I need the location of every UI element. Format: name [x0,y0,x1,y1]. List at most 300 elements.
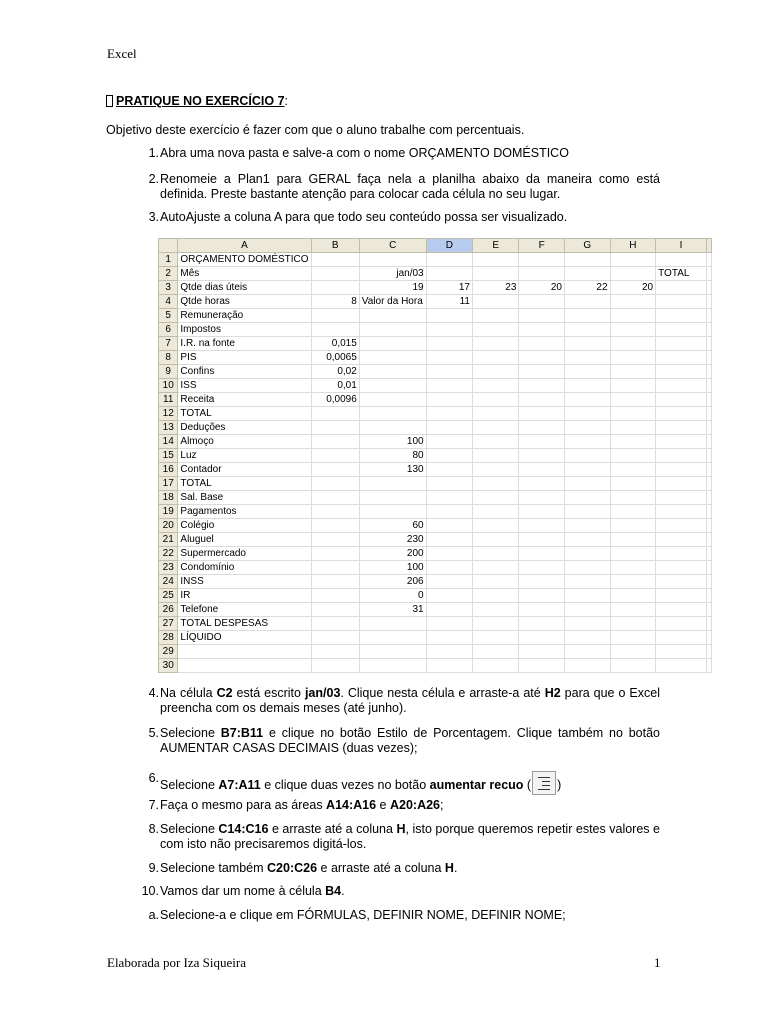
sheet-cell [519,393,565,407]
sheet-cell [656,519,707,533]
sheet-cell [473,309,519,323]
column-header: A [178,239,311,253]
sheet-cell [519,491,565,505]
sheet-cell: Impostos [178,323,311,337]
sheet-cell [311,603,359,617]
sheet-cell [473,617,519,631]
sheet-cell: 0,01 [311,379,359,393]
sheet-cell [473,323,519,337]
sheet-cell [610,631,656,645]
sheet-cell [473,631,519,645]
sheet-cell: 200 [359,547,426,561]
sheet-cell [610,477,656,491]
sheet-cell [426,645,472,659]
sheet-cell [564,491,610,505]
list-item-text: Vamos dar um nome à célula B4. [160,884,345,898]
sheet-cell [656,351,707,365]
sheet-cell [426,309,472,323]
sheet-cell: Remuneração [178,309,311,323]
sheet-cell [426,575,472,589]
sheet-cell: Qtde horas [178,295,311,309]
sheet-cell [707,365,712,379]
sheet-cell [610,491,656,505]
sheet-cell [564,295,610,309]
sheet-cell [610,379,656,393]
sheet-cell: PIS [178,351,311,365]
sheet-cell [519,267,565,281]
table-row [159,491,712,505]
sheet-cell [656,589,707,603]
sheet-cell: Telefone [178,603,311,617]
sheet-cell [311,645,359,659]
row-header: 24 [159,575,178,589]
sheet-cell [426,337,472,351]
sheet-cell: 0,015 [311,337,359,351]
sheet-cell [519,407,565,421]
sheet-cell [564,309,610,323]
sheet-cell [519,421,565,435]
sheet-cell [656,547,707,561]
sheet-cell [426,561,472,575]
sheet-cell [707,267,712,281]
row-header: 1 [159,253,178,267]
row-header: 10 [159,379,178,393]
sheet-cell [473,379,519,393]
sheet-cell [426,477,472,491]
row-header: 18 [159,491,178,505]
table-row [159,645,712,659]
sheet-cell [707,645,712,659]
list-item-number: 3. [148,210,159,224]
sheet-cell [564,645,610,659]
sheet-cell [564,365,610,379]
sheet-cell [519,505,565,519]
sheet-cell [564,351,610,365]
sheet-cell [656,421,707,435]
sheet-cell [564,477,610,491]
sheet-cell: Deduções [178,421,311,435]
sheet-cell [311,631,359,645]
row-header: 8 [159,351,178,365]
sheet-cell [311,519,359,533]
sheet-cell [656,337,707,351]
sheet-corner [159,239,178,253]
sheet-cell [707,393,712,407]
row-header: 15 [159,449,178,463]
sheet-cell [656,603,707,617]
pencil-icon [106,95,113,107]
sheet-cell [656,617,707,631]
sheet-cell: Contador [178,463,311,477]
sheet-cell [707,449,712,463]
sheet-cell [473,477,519,491]
sheet-cell [426,533,472,547]
row-header: 9 [159,365,178,379]
sheet-cell [359,337,426,351]
sheet-cell [610,603,656,617]
sheet-cell [473,575,519,589]
row-header: 12 [159,407,178,421]
sheet-cell [656,575,707,589]
sheet-cell [610,393,656,407]
sheet-cell: Supermercado [178,547,311,561]
sheet-cell: 20 [610,281,656,295]
sheet-cell: Almoço [178,435,311,449]
column-header: B [311,239,359,253]
sheet-cell [610,645,656,659]
row-header: 21 [159,533,178,547]
sheet-cell [311,281,359,295]
sheet-cell [473,463,519,477]
sheet-cell [426,603,472,617]
sheet-cell [426,505,472,519]
sheet-cell [564,659,610,673]
table-row [159,393,712,407]
sheet-cell: IR [178,589,311,603]
table-row [159,407,712,421]
sheet-cell [564,393,610,407]
sheet-cell: Luz [178,449,311,463]
sheet-cell [656,491,707,505]
sheet-cell [426,323,472,337]
sheet-cell [610,589,656,603]
sheet-cell [359,617,426,631]
sheet-cell [519,561,565,575]
sheet-cell: 11 [426,295,472,309]
sheet-cell [564,561,610,575]
sheet-cell [564,575,610,589]
sheet-cell [426,449,472,463]
sheet-cell [610,295,656,309]
page-number: 1 [654,955,661,970]
sheet-cell [707,253,712,267]
row-header: 3 [159,281,178,295]
sheet-cell [473,421,519,435]
sheet-cell [473,351,519,365]
sheet-cell: 100 [359,561,426,575]
table-row [159,561,712,575]
list-item-text: Abra uma nova pasta e salve-a com o nome ORÇAMENTO DOMÉSTICO [160,146,569,160]
sheet-cell [656,379,707,393]
sheet-cell [519,295,565,309]
sheet-cell: Condomínio [178,561,311,575]
sheet-cell [564,407,610,421]
sheet-cell [426,253,472,267]
sheet-cell [473,519,519,533]
sheet-cell: Pagamentos [178,505,311,519]
list-item-number: 5. [148,726,159,740]
sheet-cell [473,589,519,603]
sheet-cell [426,365,472,379]
sheet-cell: INSS [178,575,311,589]
sheet-cell [473,365,519,379]
sheet-cell [426,617,472,631]
spreadsheet-screenshot [158,238,712,671]
sheet-cell [519,519,565,533]
sheet-cell [564,379,610,393]
sheet-cell: Confins [178,365,311,379]
list-item-text: AutoAjuste a coluna A para que todo seu conteúdo possa ser visualizado. [160,210,568,224]
sheet-cell: 8 [311,295,359,309]
sheet-cell [473,449,519,463]
sheet-cell [656,505,707,519]
row-header: 23 [159,561,178,575]
sheet-cell [426,435,472,449]
row-header: 22 [159,547,178,561]
sheet-cell [519,533,565,547]
table-row [159,281,712,295]
list-item-text: Na célula C2 está escrito jan/03. Clique nesta célula e arraste-a até H2 para que o Excel preencha com os demais meses (até junho). [160,686,660,715]
sheet-cell [564,547,610,561]
sheet-cell [610,351,656,365]
sheet-cell: Mês [178,267,311,281]
sheet-cell [707,603,712,617]
sheet-cell [610,575,656,589]
list-item-text: Selecione também C20:C26 e arraste até a coluna H. [160,861,458,875]
list-item-text: Selecione B7:B11 e clique no botão Estilo de Porcentagem. Clique também no botão AUMENTAR CASAS DECIMAIS (duas vezes); [160,726,660,755]
sheet-cell [426,659,472,673]
sheet-cell: 230 [359,533,426,547]
sheet-cell: 17 [426,281,472,295]
row-header: 29 [159,645,178,659]
sheet-cell [359,491,426,505]
sheet-cell [656,533,707,547]
sheet-cell [519,365,565,379]
sheet-cell: 60 [359,519,426,533]
column-header: E [473,239,519,253]
sheet-cell [311,561,359,575]
sheet-cell [311,463,359,477]
sheet-cell [610,449,656,463]
sheet-cell: 100 [359,435,426,449]
sheet-cell [359,309,426,323]
sheet-cell [564,449,610,463]
sheet-cell [426,547,472,561]
sheet-cell [519,379,565,393]
sheet-cell [473,295,519,309]
list-item-text: Renomeie a Plan1 para GERAL faça nela a planilha abaixo da maneira como está definida. Preste bastante atenção para colocar cada célula no seu lugar. [160,172,660,201]
sheet-cell [519,449,565,463]
table-row [159,309,712,323]
sheet-cell [656,407,707,421]
sheet-cell: 20 [519,281,565,295]
sheet-cell [707,421,712,435]
sheet-cell [564,533,610,547]
sheet-cell [707,351,712,365]
sheet-cell [473,505,519,519]
sheet-cell [473,645,519,659]
list-item-number: a. [148,908,159,922]
sheet-cell [610,323,656,337]
sheet-cell [707,491,712,505]
table-row [159,603,712,617]
sheet-cell [426,379,472,393]
sheet-cell [656,449,707,463]
sheet-cell [707,463,712,477]
table-row [159,337,712,351]
table-row [159,659,712,673]
table-row [159,379,712,393]
sheet-cell: Colégio [178,519,311,533]
sheet-cell [473,561,519,575]
sheet-cell [359,505,426,519]
table-row [159,631,712,645]
sheet-cell [707,281,712,295]
sheet-cell [311,421,359,435]
list-item-text: Selecione-a e clique em FÓRMULAS, DEFINIR NOME, DEFINIR NOME; [160,908,566,922]
sheet-cell [359,253,426,267]
table-row [159,435,712,449]
sheet-cell [610,365,656,379]
sheet-cell [564,505,610,519]
footer-author: Elaborada por Iza Siqueira [107,955,246,970]
sheet-cell [426,463,472,477]
sheet-cell [311,589,359,603]
list-item-text: Faça o mesmo para as áreas A14:A16 e A20:A26; [160,798,444,812]
exercise-title-suffix: : [284,94,289,108]
row-header: 28 [159,631,178,645]
row-header: 6 [159,323,178,337]
sheet-cell [519,603,565,617]
table-row [159,295,712,309]
table-row [159,547,712,561]
increase-indent-icon [532,771,556,795]
sheet-cell [656,323,707,337]
sheet-cell [707,519,712,533]
sheet-cell [473,337,519,351]
sheet-cell [610,337,656,351]
sheet-cell [519,645,565,659]
sheet-cell [610,505,656,519]
sheet-cell [656,645,707,659]
sheet-cell [610,421,656,435]
sheet-cell [610,435,656,449]
sheet-cell [359,631,426,645]
table-row [159,351,712,365]
sheet-cell: jan/03 [359,267,426,281]
sheet-cell [311,253,359,267]
sheet-cell [519,435,565,449]
sheet-cell: TOTAL [656,267,707,281]
sheet-cell [426,519,472,533]
sheet-cell [656,659,707,673]
sheet-cell [656,295,707,309]
sheet-cell: 80 [359,449,426,463]
sheet-cell [473,407,519,421]
sheet-cell [178,659,311,673]
sheet-cell [564,337,610,351]
row-header: 2 [159,267,178,281]
list-item-number: 10. [141,884,159,898]
list-item-number: 1. [148,146,159,160]
sheet-cell [519,323,565,337]
sheet-cell [610,547,656,561]
sheet-cell: 23 [473,281,519,295]
list-item-number: 7. [148,798,159,812]
sheet-cell [311,533,359,547]
table-row [159,519,712,533]
sheet-cell [564,617,610,631]
sheet-cell [564,323,610,337]
sheet-cell: 206 [359,575,426,589]
sheet-cell [610,617,656,631]
sheet-cell: Sal. Base [178,491,311,505]
sheet-cell [707,295,712,309]
sheet-cell [707,561,712,575]
sheet-cell [610,561,656,575]
sheet-cell [707,323,712,337]
column-header [707,239,712,253]
sheet-cell [473,253,519,267]
sheet-cell [707,379,712,393]
spreadsheet-grid [158,238,712,673]
sheet-cell: I.R. na fonte [178,337,311,351]
column-header: D [426,239,472,253]
sheet-cell [656,253,707,267]
table-row [159,575,712,589]
sheet-cell [473,547,519,561]
sheet-cell [656,435,707,449]
sheet-cell [564,421,610,435]
list-item-number: 8. [148,822,159,836]
sheet-cell [656,365,707,379]
row-header: 19 [159,505,178,519]
sheet-cell [564,631,610,645]
sheet-cell [311,323,359,337]
sheet-cell [656,393,707,407]
sheet-cell [426,407,472,421]
list-item-text: Selecione C14:C16 e arraste até a coluna H, isto porque queremos repetir estes valores e com isto não precisaremos digitá-los. [160,822,661,851]
list-item-number: 9. [148,861,159,875]
sheet-cell [564,267,610,281]
sheet-cell: 0,02 [311,365,359,379]
sheet-cell [610,309,656,323]
row-header: 27 [159,617,178,631]
sheet-cell [311,547,359,561]
sheet-cell [519,575,565,589]
sheet-cell [610,253,656,267]
sheet-cell [311,435,359,449]
sheet-cell [519,631,565,645]
sheet-cell [564,519,610,533]
sheet-cell: 19 [359,281,426,295]
sheet-cell [359,379,426,393]
sheet-cell [426,421,472,435]
column-header: G [564,239,610,253]
sheet-cell [519,477,565,491]
sheet-cell [426,267,472,281]
sheet-cell [707,435,712,449]
sheet-cell [311,407,359,421]
sheet-cell [473,659,519,673]
sheet-cell [564,435,610,449]
sheet-cell [519,309,565,323]
table-row [159,421,712,435]
column-header: I [656,239,707,253]
sheet-cell [707,575,712,589]
table-row [159,253,712,267]
sheet-cell [311,659,359,673]
sheet-cell [311,267,359,281]
sheet-cell: Receita [178,393,311,407]
sheet-cell: TOTAL DESPESAS [178,617,311,631]
sheet-cell [473,603,519,617]
sheet-cell: 0,0096 [311,393,359,407]
sheet-cell: 0,0065 [311,351,359,365]
sheet-cell [707,505,712,519]
table-row [159,589,712,603]
column-header: H [610,239,656,253]
